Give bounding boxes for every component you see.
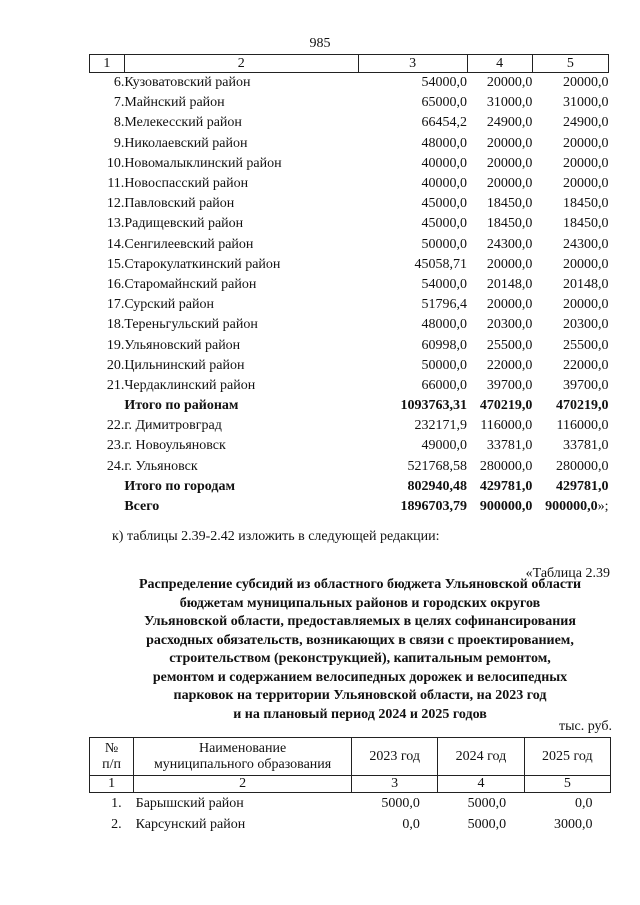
municipality-name: Николаевский район [124,135,248,151]
value-col-4: 20000,0 [486,256,533,272]
municipality-name: Ульяновский район [124,337,241,353]
value-col-4: 18450,0 [486,216,533,232]
value-col-5: 39700,0 [563,377,609,393]
row-number [90,396,125,416]
table-row [90,235,609,255]
value-col-4: 24900,0 [486,115,533,131]
value-col-3: 49000,0 [421,438,468,454]
heading-line: и на плановый период 2024 и 2025 годов [233,706,487,722]
value-col-4: 22000,0 [486,357,533,373]
row-number: 11. [107,176,125,192]
municipality-name: Мелекесский район [124,115,242,131]
value-col-4: 20000,0 [486,155,533,171]
value-col-3: 1093763,31 [400,398,468,414]
table-row [90,134,609,154]
value-col-5: 20000,0 [563,155,609,171]
header-cell: 4 [467,55,532,73]
value-col-4: 20000,0 [486,75,533,91]
value-col-3: 50000,0 [421,357,468,373]
row-number: 7. [113,95,125,111]
row-number: 13. [106,216,125,232]
value-col-3: 40000,0 [421,155,468,171]
value-col-5: 31000,0 [563,95,609,111]
row-number: 20. [106,357,125,373]
header-cell: 3 [358,55,467,73]
municipality-name: г. Димитровград [124,418,222,434]
row-number: 10. [106,155,125,171]
value-col-3: 54000,0 [421,75,468,91]
header-text: Наименование [198,740,287,756]
municipality-name: Всего [124,499,160,515]
value-col-3: 45058,71 [414,256,468,272]
value-col-3: 521768,58 [407,458,468,474]
row-number [90,497,125,517]
value-col-5: 20300,0 [563,317,609,333]
table-index-row [90,776,611,793]
table-row [90,295,609,315]
index-cell: 5 [524,776,610,793]
municipality-name: Чердаклинский район [124,377,256,393]
municipality-name: Кузоватовский район [124,75,251,91]
municipality-name: Сурский район [124,297,214,313]
row-number: 21. [106,377,125,393]
row-number: 6. [113,75,125,91]
header-cell-number [90,738,134,776]
value-col-3: 50000,0 [421,236,468,252]
value-col-5: 33781,0 [563,438,609,454]
value-col-3: 40000,0 [421,176,468,192]
row-number: 14. [106,236,125,252]
row-number: 8. [113,115,125,131]
table-row [90,315,609,335]
table-row [90,436,609,456]
table-heading [90,576,630,724]
value-col-5: 18450,0 [563,216,609,232]
heading-line: расходных обязательств, возникающих в связи с проектированием, [146,632,574,648]
value-col-4: 31000,0 [486,95,533,111]
table-header-row [90,55,609,73]
value-text: 900000,0 [545,499,598,515]
value-col-4: 116000,0 [480,418,533,434]
value-col-5: 20148,0 [563,276,609,292]
municipality-name: Радищевский район [124,216,244,232]
value-col-5: 20000,0 [563,135,609,151]
value-2024: 5000,0 [467,796,507,811]
heading-line: Ульяновской области, предоставляемых в целях софинансирования [144,614,576,629]
table-label: «Таблица 2.39 [525,566,610,581]
value-col-3: 232171,9 [414,418,468,434]
value-col-3: 802940,48 [407,478,468,494]
header-cell-2023: 2023 год [351,738,437,776]
table-row [90,275,609,295]
value-col-3: 48000,0 [421,317,468,333]
heading-line: Распределение субсидий из областного бюджета Ульяновской области [138,577,582,592]
table-row [90,416,609,436]
municipality-name: Итого по городам [124,478,235,494]
row-number: 23. [106,438,125,454]
municipality-name: Барышский район [135,796,244,811]
table-row [90,154,609,174]
value-col-5: 20000,0 [563,297,609,313]
heading-line: строительством (реконструкцией), капитальным ремонтом, [169,651,551,666]
header-cell-2024: 2024 год [438,738,524,776]
value-col-4: 39700,0 [486,377,533,393]
table-row [90,356,609,376]
value-col-5: 470219,0 [556,398,609,414]
value-col-5 [532,497,608,517]
total-row [90,396,609,416]
row-number: 16. [106,276,125,292]
value-2023: 5000,0 [381,796,420,811]
value-col-4: 18450,0 [486,196,533,212]
municipality-name: Старокулаткинский район [124,256,281,272]
municipality-name: Павловский район [124,196,235,212]
value-col-4: 20000,0 [486,176,533,192]
bicycle-subsidy-table [89,737,611,835]
value-col-3: 51796,4 [421,297,468,313]
table-row [90,93,609,113]
value-col-5: 18450,0 [563,196,609,212]
total-row [90,477,609,497]
heading-line: ремонтом и содержанием велосипедных дорожек и велосипедных [152,669,568,685]
value-col-5: 25500,0 [563,337,609,353]
value-2025: 3000,0 [554,817,593,832]
row-number: 18. [106,317,125,333]
table-row [90,73,609,94]
header-cell-name [134,738,352,776]
closing-quote: »; [597,499,609,515]
value-col-3: 54000,0 [421,276,468,292]
row-number: 17. [106,297,125,313]
value-col-4: 900000,0 [479,499,533,515]
row-number: 1. [111,796,122,811]
header-text: п/п [102,756,122,772]
value-col-3: 60998,0 [421,337,468,353]
header-cell: 5 [532,55,608,73]
table-row [90,457,609,477]
value-col-3: 66000,0 [421,377,468,393]
value-2023: 0,0 [402,817,420,832]
value-col-5: 116000,0 [556,418,609,434]
municipality-name: Карсунский район [135,817,246,832]
table-row [90,335,609,355]
value-col-4: 33781,0 [486,438,533,454]
page-number: 985 [309,36,331,51]
header-cell: 2 [124,55,358,73]
row-number: 24. [106,458,125,474]
row-number: 22. [106,418,125,434]
table-row [90,376,609,396]
municipality-name: Тереньгульский район [124,317,258,333]
amendment-note: к) таблицы 2.39-2.42 изложить в следующей редакции: [112,529,440,544]
municipality-name: Майнский район [124,95,225,111]
index-cell: 2 [134,776,352,793]
row-number: 9. [113,135,125,151]
value-col-4: 429781,0 [479,478,533,494]
subsidy-table-continued [89,54,609,517]
municipality-name: Сенгилеевский район [124,236,254,252]
row-number: 2. [111,817,122,832]
value-col-3: 65000,0 [421,95,468,111]
value-2025: 0,0 [575,796,593,811]
value-col-4: 20000,0 [486,135,533,151]
value-col-3: 45000,0 [421,196,468,212]
value-col-4: 470219,0 [479,398,533,414]
value-col-5: 20000,0 [563,256,609,272]
value-col-5: 280000,0 [556,458,609,474]
table-row [90,113,609,133]
municipality-name: Новоспасский район [124,176,249,192]
header-cell-2025: 2025 год [524,738,610,776]
municipality-name: Итого по районам [124,398,239,414]
row-number: 19. [106,337,125,353]
value-col-5: 24900,0 [563,115,609,131]
value-col-4: 24300,0 [486,236,533,252]
value-col-5: 24300,0 [563,236,609,252]
value-col-3: 48000,0 [421,135,468,151]
municipality-name: Старомайнский район [124,276,257,292]
table-row [90,174,609,194]
value-col-4: 25500,0 [486,337,533,353]
index-cell: 4 [438,776,524,793]
header-text: № [104,740,119,756]
value-col-5: 429781,0 [556,478,609,494]
table-row [90,814,611,835]
municipality-name: г. Ульяновск [124,458,198,474]
value-col-5: 20000,0 [563,75,609,91]
municipality-name: г. Новоульяновск [124,438,226,454]
value-col-3: 45000,0 [421,216,468,232]
value-col-4: 20000,0 [486,297,533,313]
value-col-3: 66454,2 [421,115,468,131]
value-col-5: 22000,0 [563,357,609,373]
row-number: 12. [106,196,125,212]
value-col-4: 20300,0 [486,317,533,333]
table-row [90,255,609,275]
municipality-name: Новомалыклинский район [124,155,282,171]
table-row [90,194,609,214]
heading-line: бюджетам муниципальных районов и городских округов [179,595,541,611]
index-cell: 1 [90,776,134,793]
value-col-3: 1896703,79 [400,499,468,515]
table-header-row [90,738,611,776]
table-row [90,793,611,815]
row-number: 15. [106,256,125,272]
value-col-4: 20148,0 [486,276,533,292]
total-row [90,497,609,517]
value-2024: 5000,0 [467,817,507,832]
table-row [90,214,609,234]
value-col-4: 280000,0 [479,458,533,474]
index-cell: 3 [351,776,437,793]
value-col-5: 20000,0 [563,176,609,192]
units-label: тыс. руб. [559,719,612,734]
heading-line: парковок на территории Ульяновской области, на 2023 год [173,688,547,703]
row-number [90,477,125,497]
header-cell: 1 [90,55,125,73]
municipality-name: Цильнинский район [124,357,245,373]
header-text: муниципального образования [153,756,332,772]
